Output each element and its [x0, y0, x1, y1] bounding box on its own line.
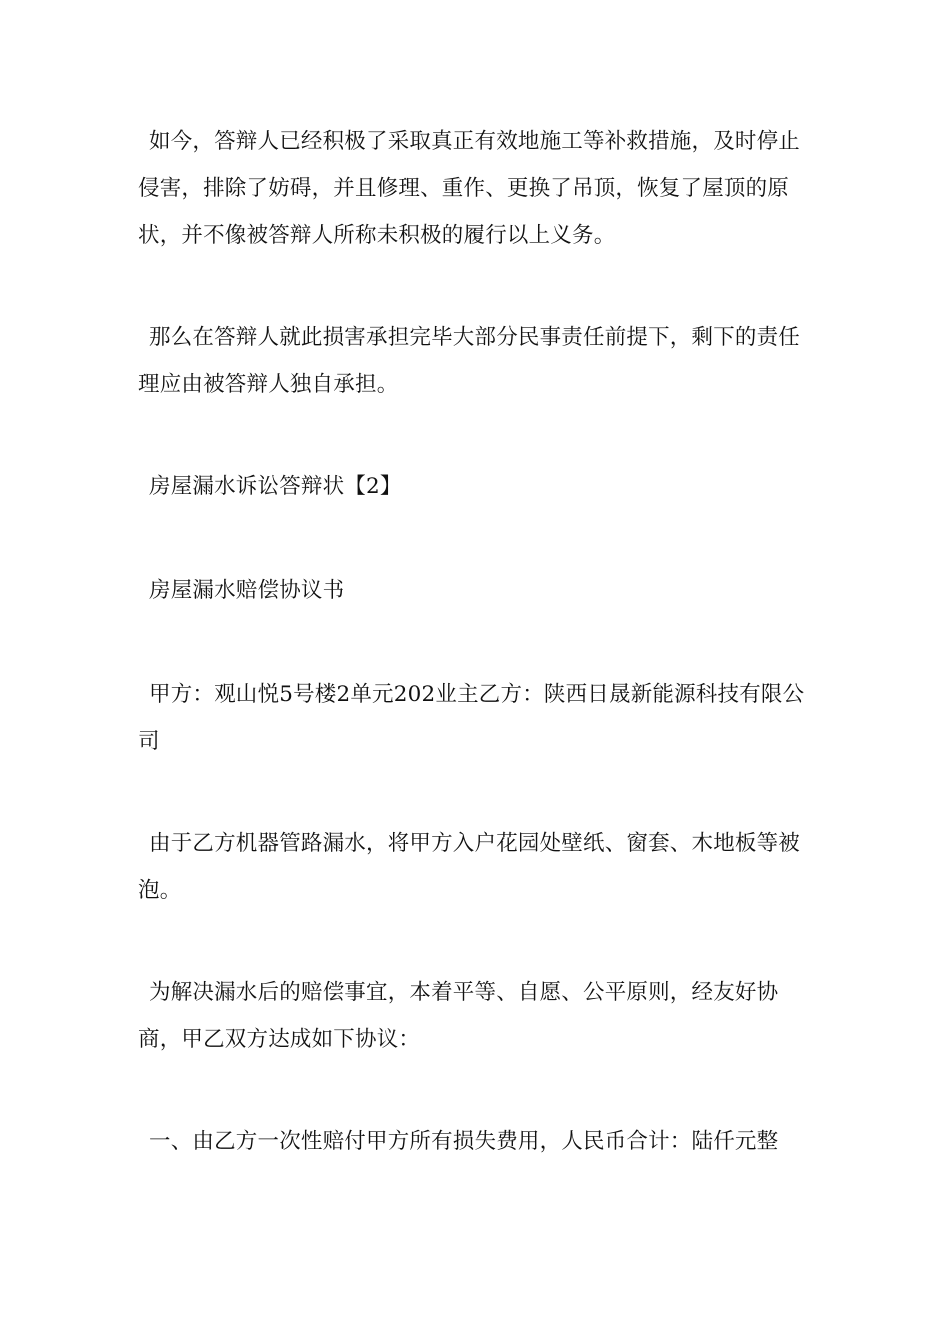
paragraph-clause-one: 一、由乙方一次性赔付甲方所有损失费用，人民币合计：陆仟元整	[149, 1129, 779, 1154]
paragraph-parties: 甲方：观山悦5号楼2单元202业主乙方：陕西日晟新能源科技有限公司	[138, 682, 805, 754]
heading-defense-statement-2: 房屋漏水诉讼答辩状【2】	[149, 474, 402, 499]
document-page	[138, 118, 810, 1220]
paragraph-leak-cause: 由于乙方机器管路漏水，将甲方入户花园处壁纸、窗套、木地板等被泡。	[138, 831, 801, 903]
paragraph-remaining-liability: 那么在答辩人就此损害承担完毕大部分民事责任前提下，剩下的责任理应由被答辩人独自承担。	[138, 325, 801, 397]
heading-compensation-agreement: 房屋漏水赔偿协议书	[149, 578, 345, 603]
paragraph-agreement-basis: 为解决漏水后的赔偿事宜，本着平等、自愿、公平原则，经友好协商，甲乙双方达成如下协议：	[138, 980, 779, 1052]
paragraph-remedial-measures: 如今，答辩人已经积极了采取真正有效地施工等补救措施，及时停止侵害，排除了妨碍，并且修理、重作、更换了吊顶，恢复了屋顶的原状，并不像被答辩人所称未积极的履行以上义务。	[138, 129, 801, 248]
